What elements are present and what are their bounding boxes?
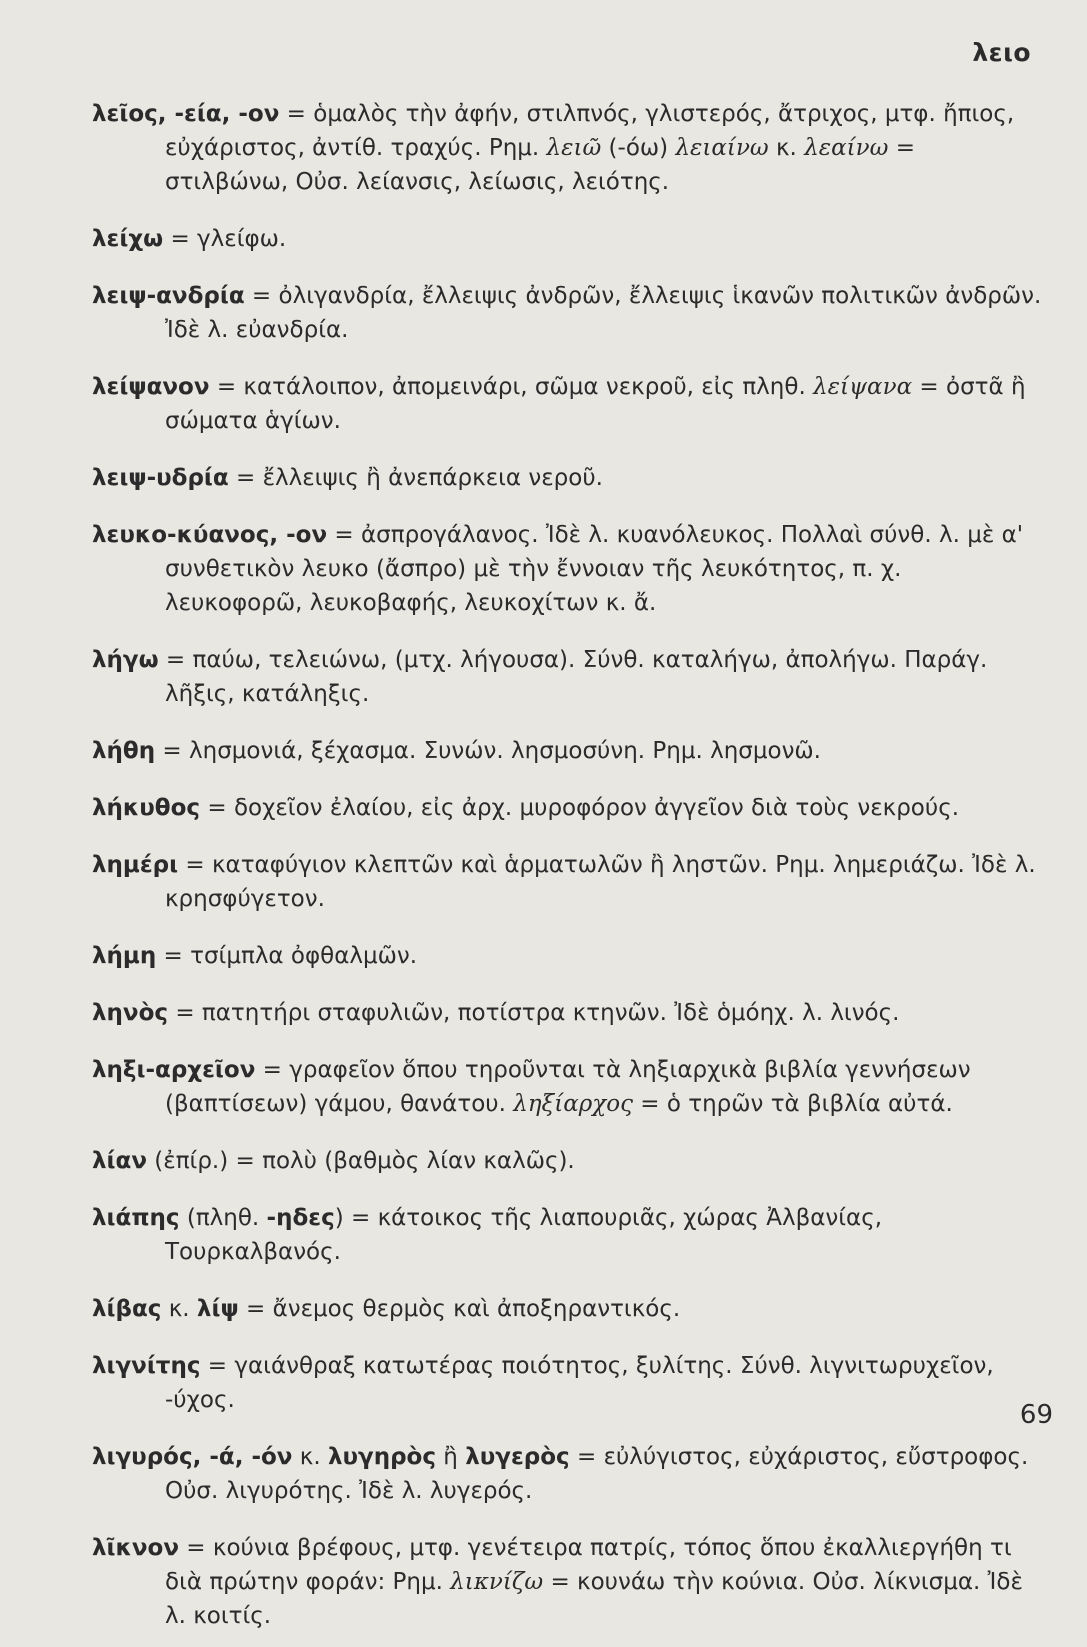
italic-term: λεαίνω: [804, 135, 889, 161]
dictionary-entry: [92, 1144, 1042, 1178]
dictionary-entry: [92, 1053, 1042, 1121]
definition-text: = κατάλοιπον, ἀπομεινάρι, σῶμα νεκροῦ, εἰς πληθ.: [209, 374, 814, 400]
dictionary-entry: [92, 222, 1042, 256]
dictionary-entry: [92, 370, 1042, 438]
definition-text: ) = κάτοικος τῆς λιαπουριᾶς, χώρας Ἀλβανίας, Τουρκαλβανός.: [165, 1205, 883, 1265]
dictionary-entry: [92, 461, 1042, 495]
dictionary-entry: [92, 996, 1042, 1030]
headword: λίψ: [196, 1296, 239, 1322]
definition-text: = ὁ τηρῶν τὰ βιβλία αὐτά.: [632, 1091, 953, 1117]
dictionary-entry: [92, 279, 1042, 347]
dictionary-entry: [92, 1201, 1042, 1269]
headword: ληξι-αρχεῖον: [92, 1057, 256, 1083]
dictionary-entry: [92, 791, 1042, 825]
dictionary-entry: [92, 518, 1042, 620]
italic-term: λειαίνω: [675, 135, 769, 161]
definition-text: = δοχεῖον ἐλαίου, εἰς ἀρχ. μυροφόρον ἀγγεῖον διὰ τοὺς νεκρούς.: [200, 795, 960, 821]
headword: λείχω: [92, 226, 164, 252]
headword: λυγερὸς: [465, 1444, 570, 1470]
dictionary-entry: [92, 97, 1042, 199]
definition-text: = λησμονιά, ξέχασμα. Συνών. λησμοσύνη. Ρημ. λησμονῶ.: [155, 738, 821, 764]
headword: λήθη: [92, 738, 156, 764]
entry-list: [92, 74, 1042, 1647]
dictionary-entry: [92, 734, 1042, 768]
headword: λημέρι: [92, 852, 179, 878]
definition-text: ἢ: [436, 1444, 466, 1470]
definition-text: = ἄνεμος θερμὸς καὶ ἀποξηραντικός.: [238, 1296, 681, 1322]
headword: λήκυθος: [92, 795, 201, 821]
headword: λειψ-υδρία: [92, 465, 229, 491]
headword: λειψ-ανδρία: [92, 283, 245, 309]
italic-term: λειῶ: [546, 135, 602, 161]
guide-word: λειο: [972, 38, 1031, 67]
dictionary-entry: [92, 848, 1042, 916]
definition-text: = γλείφω.: [163, 226, 287, 252]
dictionary-entry: [92, 1531, 1042, 1633]
definition-text: κ.: [292, 1444, 328, 1470]
headword: λευκο-κύανος, -ον: [92, 522, 328, 548]
italic-term: λείψανα: [813, 374, 913, 400]
definition-text: = ἔλλειψις ἢ ἀνεπάρκεια νεροῦ.: [228, 465, 603, 491]
headword: λήγω: [92, 647, 159, 673]
definition-text: κ.: [768, 135, 805, 161]
headword: λιγυρός, -ά, -όν: [92, 1444, 293, 1470]
definition-text: = γραφεῖον ὅπου τηροῦνται τὰ ληξιαρχικὰ βιβλία γεννήσεων (βαπτίσεων) γάμου, θανάτου.: [165, 1057, 971, 1117]
dictionary-entry: [92, 1292, 1042, 1326]
definition-text: = πατητήρι σταφυλιῶν, ποτίστρα κτηνῶν. Ἰδὲ ὁμόηχ. λ. λινός.: [168, 1000, 900, 1026]
headword: -ηδες: [266, 1205, 335, 1231]
definition-text: = τσίμπλα ὀφθαλμῶν.: [156, 943, 418, 969]
definition-text: (πληθ.: [179, 1205, 267, 1231]
italic-term: λικνίζω: [450, 1569, 544, 1595]
headword: λεῖος, -εία, -ον: [92, 101, 280, 127]
definition-text: = εὐλύγιστος, εὐχάριστος, εὔστροφος. Οὐσ. λιγυρότης. Ἰδὲ λ. λυγερός.: [165, 1444, 1029, 1504]
headword: ληνὸς: [92, 1000, 169, 1026]
headword: λίβας: [92, 1296, 162, 1322]
headword: λυγηρὸς: [327, 1444, 436, 1470]
definition-text: = ὀλιγανδρία, ἔλλειψις ἀνδρῶν, ἔλλειψις ἱκανῶν πολιτικῶν ἀνδρῶν. Ἰδὲ λ. εὐανδρία.: [165, 283, 1042, 343]
definition-text: = στιλβώνω, Οὐσ. λείανσις, λείωσις, λειότης.: [165, 135, 915, 195]
definition-text: (-όω): [601, 135, 676, 161]
definition-text: = παύω, τελειώνω, (μτχ. λήγουσα). Σύνθ. καταλήγω, ἀπολήγω. Παράγ. λῆξις, κατάληξις.: [158, 647, 988, 707]
definition-text: = κούνια βρέφους, μτφ. γενέτειρα πατρίς, τόπος ὅπου ἐκαλλιεργήθη τι διὰ πρώτην φοράν: Ρημ.: [165, 1535, 1012, 1595]
definition-text: = κουνάω τὴν κούνια. Οὐσ. λίκνισμα. Ἰδὲ λ. κοιτίς.: [165, 1569, 1023, 1629]
definition-text: = ὀστᾶ ἢ σώματα ἁγίων.: [165, 374, 1026, 434]
dictionary-entry: [92, 1349, 1042, 1417]
dictionary-entry: [92, 643, 1042, 711]
definition-text: κ.: [161, 1296, 197, 1322]
headword: λῖκνον: [92, 1535, 179, 1561]
dictionary-entry: [92, 1440, 1042, 1508]
headword: λήμη: [92, 943, 157, 969]
headword: λιγνίτης: [92, 1353, 201, 1379]
definition-text: = ἀσπρογάλανος. Ἰδὲ λ. κυανόλευκος. Πολλαὶ σύνθ. λ. μὲ α' συνθετικὸν λευκο (ἄσπρο) μὲ τὴν ἔννοιαν τῆς λευκότητος, π. χ. λευκοφορῶ, λευκοβαφής, λευκοχίτων κ. ἄ.: [165, 522, 1024, 616]
italic-term: ληξίαρχος: [513, 1091, 633, 1117]
headword: λείψανον: [92, 374, 210, 400]
page-number: 69: [1019, 1400, 1053, 1430]
headword: λιάπης: [92, 1205, 180, 1231]
dictionary-entry: [92, 939, 1042, 973]
definition-text: = καταφύγιον κλεπτῶν καὶ ἁρματωλῶν ἢ ληστῶν. Ρημ. λημεριάζω. Ἰδὲ λ. κρησφύγετον.: [165, 852, 1036, 912]
headword: λίαν: [92, 1148, 147, 1174]
definition-text: = ὁμαλὸς τὴν ἀφήν, στιλπνός, γλιστερός, ἄτριχος, μτφ. ἤπιος, εὐχάριστος, ἀντίθ. τραχύς. Ρημ.: [165, 101, 1015, 161]
definition-text: = γαιάνθραξ κατωτέρας ποιότητος, ξυλίτης. Σύνθ. λιγνιτωρυχεῖον, -ύχος.: [165, 1353, 994, 1413]
definition-text: (ἐπίρ.) = πολὺ (βαθμὸς λίαν καλῶς).: [146, 1148, 575, 1174]
